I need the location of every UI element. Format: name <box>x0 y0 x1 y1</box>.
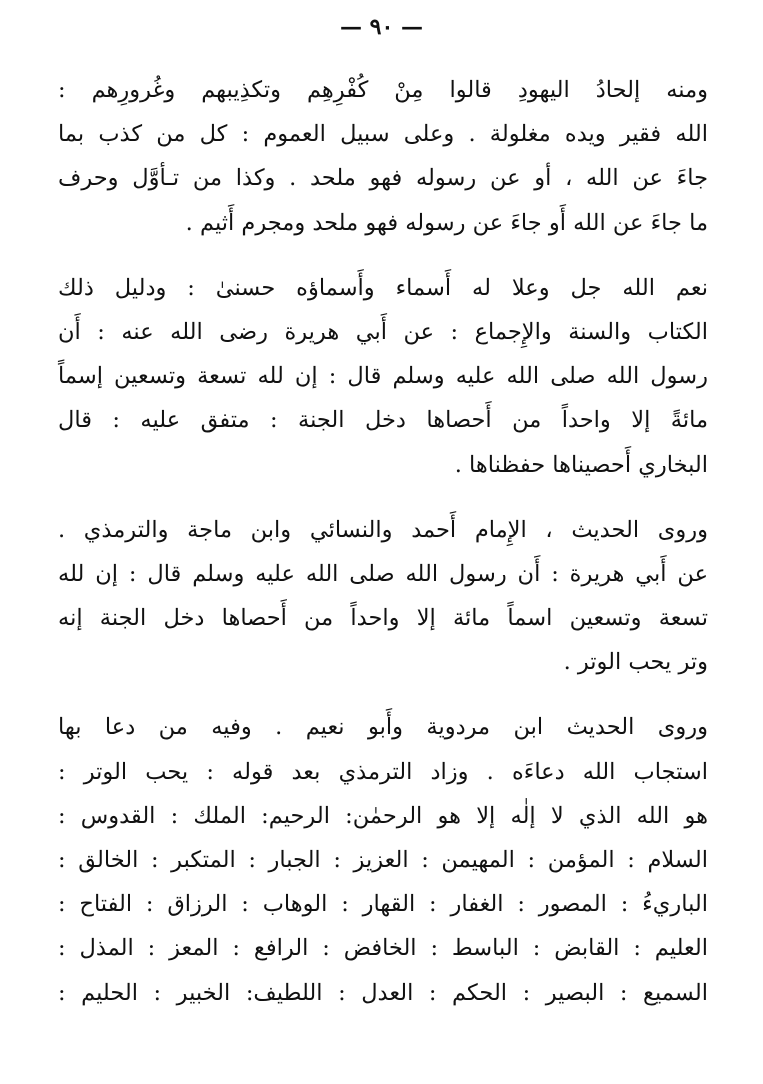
text-line: ومنه إلحادُ اليهودِ قالوا مِنْ كُفْرِهِم وتكذِيبهم وغُرورِهم : <box>58 77 708 103</box>
text-line: رسول الله صلى الله عليه وسلم قال : إن لله تسعة وتسعين إسماً <box>58 363 708 390</box>
text-line: مائةً إلا واحداً من أَحصاها دخل الجنة : متفق عليه : قال <box>58 407 708 434</box>
text-line: جاءَ عن الله ، أو عن رسوله فهو ملحد . وكذا من تـأوَّل وحرف <box>58 165 708 192</box>
text-line: وتر يحب الوتر . <box>563 649 708 676</box>
text-line: وروى الحديث ، الإِمام أَحمد والنسائي وابن ماجة والترمذي . <box>58 516 708 543</box>
text-line: عن أَبي هريرة : أَن رسول الله صلى الله عليه وسلم قال : إن لله <box>58 560 708 587</box>
text-line: الله فقير ويده مغلولة . وعلى سبيل العموم : كل من كذب بما <box>58 121 708 148</box>
paragraph-ilhad <box>58 68 708 245</box>
text-line: تسعة وتسعين اسماً مائة إلا واحداً من أَحصاها دخل الجنة إنه <box>58 605 708 632</box>
text-line: ما جاءَ عن الله أَو جاءَ عن رسوله فهو ملحد ومجرم أَثيم . <box>185 209 708 236</box>
page-number: — ٩٠ — <box>340 14 423 40</box>
paragraph-names-list <box>58 705 708 1014</box>
text-line: الكتاب والسنة والإِجماع : عن أَبي هريرة رضى الله عنه : أَن <box>58 318 708 345</box>
text-line: السميع : البصير : الحكم : العدل : اللطيف: الخبير : الحليم : <box>58 979 708 1006</box>
page-body <box>58 68 708 1015</box>
paragraph-asma-husna <box>58 266 708 487</box>
text-line: وروى الحديث ابن مردوية وأَبو نعيم . وفيه من دعا بها <box>58 714 708 741</box>
text-line: الباريءُ : المصور : الغفار : القهار : الوهاب : الرزاق : الفتاح : <box>58 891 708 918</box>
text-line: السلام : المؤمن : المهيمن : العزيز : الجبار : المتكبر : الخالق : <box>58 847 708 873</box>
text-line: العليم : القابض : الباسط : الخافض : الرافع : المعز : المذل : <box>58 935 708 962</box>
text-line: استجاب الله دعاءَه . وزاد الترمذي بعد قوله : يحب الوتر : <box>58 758 708 785</box>
text-line: البخاري أَحصيناها حفظناها . <box>454 451 708 478</box>
text-line: نعم الله جل وعلا له أَسماء وأَسماؤه حسنىٰ : ودليل ذلك <box>58 274 708 301</box>
text-line: هو الله الذي لا إلٰه إلا هو الرحمٰن: الرحيم: الملك : القدوس : <box>58 802 708 829</box>
paragraph-hadith-narration <box>58 508 708 685</box>
